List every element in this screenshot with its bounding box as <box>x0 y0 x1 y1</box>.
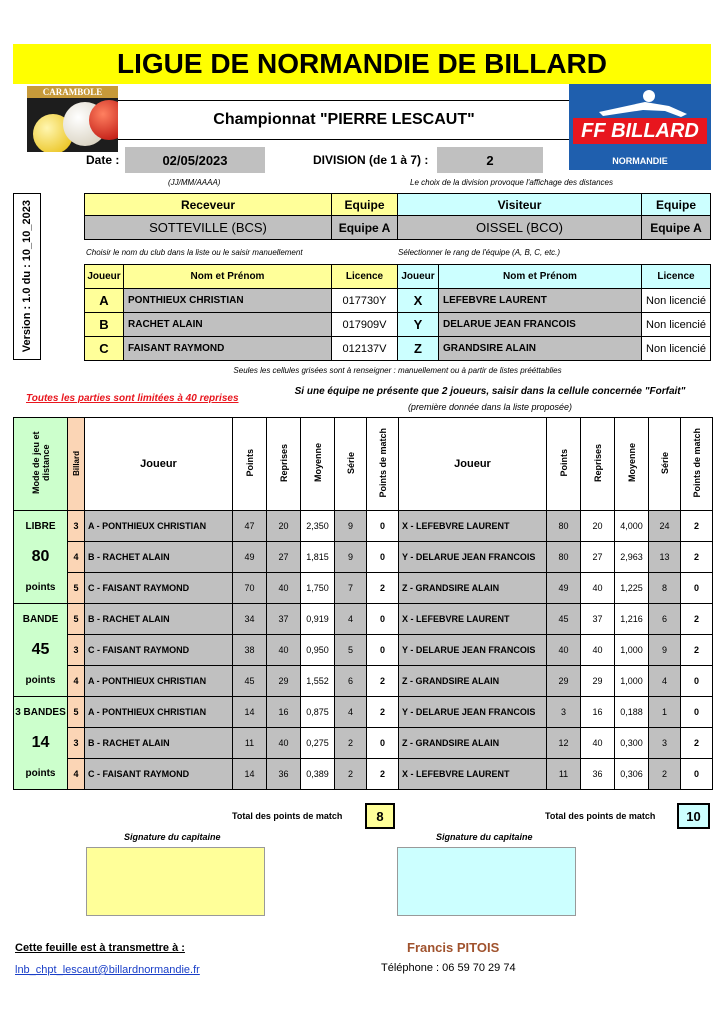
away-player-letter: Y <box>397 312 439 337</box>
home-nom-header: Nom et Prénom <box>123 264 332 289</box>
billard-header-text: Billard <box>71 450 81 476</box>
receveur-equipe-field[interactable]: Equipe A <box>331 215 398 240</box>
home-reprises-cell[interactable]: 37 <box>267 604 301 635</box>
away-serie-header <box>649 418 681 511</box>
result-row <box>14 728 713 759</box>
home-reprises-cell[interactable]: 36 <box>267 759 301 790</box>
home-match-points-cell: 2 <box>367 697 399 728</box>
visiteur-header: Visiteur <box>397 193 642 216</box>
ff-region-text: NORMANDIE <box>612 156 668 166</box>
home-serie-cell[interactable]: 9 <box>335 511 367 542</box>
away-licence-header: Licence <box>641 264 711 289</box>
away-reprises-cell: 27 <box>581 542 615 573</box>
away-moyenne-cell: 1,000 <box>615 666 649 697</box>
away-player-licence[interactable]: Non licencié <box>641 288 711 313</box>
forfait-note: Si une équipe ne présente que 2 joueurs, saisir dans la cellule concernée "Forfait" <box>294 385 686 397</box>
result-row <box>14 604 713 635</box>
away-match-points-cell: 2 <box>681 635 713 666</box>
billard-cell[interactable]: 4 <box>68 542 85 573</box>
away-player-cell[interactable]: X - LEFEBVRE LAURENT <box>399 604 547 635</box>
billard-cell[interactable]: 5 <box>68 697 85 728</box>
home-moyenne-cell: 1,815 <box>301 542 335 573</box>
result-row <box>14 573 713 604</box>
mode-cell: 3 BANDES <box>14 697 68 728</box>
home-match-points-cell: 2 <box>367 573 399 604</box>
away-match-points-cell: 2 <box>681 604 713 635</box>
ff-billard-text: FF BILLARD <box>573 118 707 144</box>
results-table <box>13 417 713 790</box>
away-moyenne-cell: 4,000 <box>615 511 649 542</box>
mode-cell: points <box>14 666 68 697</box>
home-moyenne-cell: 1,552 <box>301 666 335 697</box>
receveur-hint: Choisir le nom du club dans la liste ou le saisir manuellement <box>86 248 303 257</box>
away-reprises-cell: 36 <box>581 759 615 790</box>
result-row <box>14 697 713 728</box>
home-serie-cell[interactable]: 4 <box>335 697 367 728</box>
home-total-value: 8 <box>365 803 395 829</box>
away-reprises-cell: 37 <box>581 604 615 635</box>
home-moyenne-header <box>301 418 335 511</box>
home-player-cell[interactable]: B - RACHET ALAIN <box>85 728 233 759</box>
home-reprises-header-text: Reprises <box>278 443 289 483</box>
mode-cell: 14 <box>14 728 68 759</box>
home-serie-cell[interactable]: 6 <box>335 666 367 697</box>
away-player-name[interactable]: GRANDSIRE ALAIN <box>438 336 642 361</box>
results-body <box>14 511 713 790</box>
home-player-licence[interactable]: 017909V <box>331 312 398 337</box>
away-moyenne-cell: 2,963 <box>615 542 649 573</box>
home-reprises-cell[interactable]: 27 <box>267 542 301 573</box>
away-moyenne-cell: 1,225 <box>615 573 649 604</box>
contact-phone: Téléphone : 06 59 70 29 74 <box>381 962 516 974</box>
home-reprises-cell[interactable]: 16 <box>267 697 301 728</box>
away-joueur-header: Joueur <box>397 264 439 289</box>
mode-cell: LIBRE <box>14 511 68 542</box>
home-serie-cell[interactable]: 2 <box>335 759 367 790</box>
result-row <box>14 635 713 666</box>
home-signature-box[interactable] <box>86 847 265 916</box>
home-match-points-cell: 2 <box>367 759 399 790</box>
receveur-club-field[interactable]: SOTTEVILLE (BCS) <box>84 215 332 240</box>
home-points-cell[interactable]: 45 <box>233 666 267 697</box>
away-player-licence[interactable]: Non licencié <box>641 312 711 337</box>
away-player-cell[interactable]: Z - GRANDSIRE ALAIN <box>399 573 547 604</box>
receveur-header: Receveur <box>84 193 332 216</box>
home-player-cell[interactable]: A - PONTHIEUX CHRISTIAN <box>85 511 233 542</box>
home-serie-cell[interactable]: 7 <box>335 573 367 604</box>
forfait-sub-note: (première donnée dans la liste proposée) <box>407 402 573 412</box>
contact-name: Francis PITOIS <box>407 940 500 955</box>
mode-header <box>14 418 68 511</box>
away-moyenne-cell: 1,216 <box>615 604 649 635</box>
away-moyenne-cell: 0,188 <box>615 697 649 728</box>
away-total-label: Total des points de match <box>545 811 656 821</box>
away-player-letter: Z <box>397 336 439 361</box>
home-points-cell[interactable]: 11 <box>233 728 267 759</box>
away-moyenne-cell: 0,306 <box>615 759 649 790</box>
away-match-points-cell: 2 <box>681 511 713 542</box>
billard-cell[interactable]: 5 <box>68 604 85 635</box>
home-points-cell[interactable]: 70 <box>233 573 267 604</box>
home-points-header-text: Points <box>244 449 255 477</box>
home-serie-cell[interactable]: 2 <box>335 728 367 759</box>
home-player-name[interactable]: PONTHIEUX CHRISTIAN <box>123 288 332 313</box>
transmit-label: Cette feuille est à transmettre à : <box>15 942 185 954</box>
carambole-logo-text: CARAMBOLE <box>27 86 118 98</box>
grey-cells-note: Seules les cellules grisées sont à renseigner : manuellement ou à partir de listes prééttablies <box>233 365 562 375</box>
home-player-cell[interactable]: B - RACHET ALAIN <box>85 542 233 573</box>
away-points-cell[interactable]: 80 <box>547 542 581 573</box>
home-player-letter: B <box>84 312 124 337</box>
championship-title: Championnat "PIERRE LESCAUT" <box>118 100 570 140</box>
mode-cell: 45 <box>14 635 68 666</box>
home-serie-cell[interactable]: 9 <box>335 542 367 573</box>
home-moyenne-cell: 0,275 <box>301 728 335 759</box>
away-match-points-cell: 0 <box>681 666 713 697</box>
away-player-licence[interactable]: Non licencié <box>641 336 711 361</box>
away-points-cell[interactable]: 29 <box>547 666 581 697</box>
away-points-cell[interactable]: 11 <box>547 759 581 790</box>
away-reprises-cell: 20 <box>581 511 615 542</box>
away-serie-cell[interactable]: 3 <box>649 728 681 759</box>
away-match-points-cell: 2 <box>681 542 713 573</box>
away-joueur-col-header: Joueur <box>399 418 547 511</box>
away-pm-header-text: Points de match <box>691 428 702 498</box>
home-reprises-cell[interactable]: 29 <box>267 666 301 697</box>
version-text: Version : 1.0 du : 10_10_2023 <box>21 200 33 353</box>
away-points-cell[interactable]: 49 <box>547 573 581 604</box>
away-player-cell[interactable]: X - LEFEBVRE LAURENT <box>399 759 547 790</box>
away-moyenne-header <box>615 418 649 511</box>
away-moyenne-cell: 0,300 <box>615 728 649 759</box>
result-row <box>14 542 713 573</box>
home-player-cell[interactable]: B - RACHET ALAIN <box>85 604 233 635</box>
home-match-points-cell: 2 <box>367 666 399 697</box>
home-reprises-cell[interactable]: 40 <box>267 573 301 604</box>
limit-note: Toutes les parties sont limitées à 40 reprises <box>26 393 239 404</box>
away-match-points-cell: 0 <box>681 573 713 604</box>
home-pm-header <box>367 418 399 511</box>
away-reprises-cell: 16 <box>581 697 615 728</box>
away-pm-header <box>681 418 713 511</box>
home-player-cell[interactable]: C - FAISANT RAYMOND <box>85 759 233 790</box>
result-row <box>14 666 713 697</box>
away-match-points-cell: 0 <box>681 697 713 728</box>
visiteur-hint: Sélectionner le rang de l'équipe (A, B, C, etc.) <box>398 248 561 257</box>
away-nom-header: Nom et Prénom <box>438 264 642 289</box>
billard-cell[interactable]: 3 <box>68 728 85 759</box>
results-header-row <box>14 418 713 511</box>
away-serie-cell[interactable]: 1 <box>649 697 681 728</box>
away-serie-cell[interactable]: 9 <box>649 635 681 666</box>
mode-cell: points <box>14 573 68 604</box>
home-joueur-col-header: Joueur <box>85 418 233 511</box>
home-reprises-cell[interactable]: 40 <box>267 635 301 666</box>
division-field[interactable]: 2 <box>437 147 543 173</box>
away-reprises-cell: 40 <box>581 728 615 759</box>
home-points-header <box>233 418 267 511</box>
home-serie-header-text: Série <box>345 451 356 475</box>
away-moyenne-header-text: Moyenne <box>626 443 637 483</box>
home-match-points-cell: 0 <box>367 604 399 635</box>
home-player-licence[interactable]: 017730Y <box>331 288 398 313</box>
home-points-cell[interactable]: 14 <box>233 759 267 790</box>
date-label: Date : <box>86 153 120 167</box>
away-player-name[interactable]: LEFEBVRE LAURENT <box>438 288 642 313</box>
receveur-equipe-header: Equipe <box>331 193 398 216</box>
away-player-cell[interactable]: Y - DELARUE JEAN FRANCOIS <box>399 542 547 573</box>
away-signature-label: Signature du capitaine <box>436 832 533 842</box>
home-moyenne-cell: 0,389 <box>301 759 335 790</box>
home-match-points-cell: 0 <box>367 542 399 573</box>
home-points-cell[interactable]: 38 <box>233 635 267 666</box>
away-points-header <box>547 418 581 511</box>
home-player-cell[interactable]: C - FAISANT RAYMOND <box>85 573 233 604</box>
home-points-cell[interactable]: 47 <box>233 511 267 542</box>
home-player-letter: C <box>84 336 124 361</box>
home-moyenne-cell: 0,950 <box>301 635 335 666</box>
away-serie-header-text: Série <box>659 451 670 475</box>
visiteur-equipe-field[interactable]: Equipe A <box>641 215 711 240</box>
billard-cell[interactable]: 4 <box>68 759 85 790</box>
away-serie-cell[interactable]: 8 <box>649 573 681 604</box>
home-pm-header-text: Points de match <box>377 428 388 498</box>
billard-cell[interactable]: 3 <box>68 635 85 666</box>
home-signature-label: Signature du capitaine <box>124 832 221 842</box>
away-reprises-cell: 29 <box>581 666 615 697</box>
away-serie-cell[interactable]: 4 <box>649 666 681 697</box>
billard-header <box>68 418 85 511</box>
away-points-header-text: Points <box>558 449 569 477</box>
home-serie-cell[interactable]: 5 <box>335 635 367 666</box>
home-match-points-cell: 0 <box>367 511 399 542</box>
away-serie-cell[interactable]: 24 <box>649 511 681 542</box>
home-points-cell[interactable]: 49 <box>233 542 267 573</box>
home-moyenne-header-text: Moyenne <box>312 443 323 483</box>
billard-cell[interactable]: 4 <box>68 666 85 697</box>
home-reprises-cell[interactable]: 20 <box>267 511 301 542</box>
home-reprises-cell[interactable]: 40 <box>267 728 301 759</box>
page-title: LIGUE DE NORMANDIE DE BILLARD <box>13 44 711 84</box>
away-player-name[interactable]: DELARUE JEAN FRANCOIS <box>438 312 642 337</box>
home-serie-header <box>335 418 367 511</box>
home-match-points-cell: 0 <box>367 728 399 759</box>
home-player-cell[interactable]: C - FAISANT RAYMOND <box>85 635 233 666</box>
home-match-points-cell: 0 <box>367 635 399 666</box>
result-row <box>14 759 713 790</box>
visiteur-club-field[interactable]: OISSEL (BCO) <box>397 215 642 240</box>
date-field[interactable]: 02/05/2023 <box>125 147 265 173</box>
home-moyenne-cell: 1,750 <box>301 573 335 604</box>
home-moyenne-cell: 0,875 <box>301 697 335 728</box>
away-reprises-header <box>581 418 615 511</box>
mode-header-text: Mode de jeu et distance <box>30 431 51 495</box>
division-label: DIVISION (de 1 à 7) : <box>313 153 429 167</box>
visiteur-equipe-header: Equipe <box>641 193 711 216</box>
home-points-cell[interactable]: 34 <box>233 604 267 635</box>
away-player-cell[interactable]: X - LEFEBVRE LAURENT <box>399 511 547 542</box>
result-row <box>14 511 713 542</box>
home-player-licence[interactable]: 012137V <box>331 336 398 361</box>
away-serie-cell[interactable]: 2 <box>649 759 681 790</box>
away-reprises-header-text: Reprises <box>592 443 603 483</box>
away-points-cell[interactable]: 80 <box>547 511 581 542</box>
home-reprises-header <box>267 418 301 511</box>
date-hint: (JJ/MM/AAAA) <box>168 178 221 187</box>
home-licence-header: Licence <box>331 264 398 289</box>
away-serie-cell[interactable]: 13 <box>649 542 681 573</box>
away-reprises-cell: 40 <box>581 635 615 666</box>
away-points-cell[interactable]: 3 <box>547 697 581 728</box>
away-player-cell[interactable]: Z - GRANDSIRE ALAIN <box>399 728 547 759</box>
home-moyenne-cell: 2,350 <box>301 511 335 542</box>
away-points-cell[interactable]: 12 <box>547 728 581 759</box>
home-total-label: Total des points de match <box>232 811 343 821</box>
division-hint: Le choix de la division provoque l'affichage des distances <box>410 178 613 187</box>
ff-billard-logo <box>569 84 711 170</box>
away-points-cell[interactable]: 40 <box>547 635 581 666</box>
home-player-cell[interactable]: A - PONTHIEUX CHRISTIAN <box>85 666 233 697</box>
home-player-name[interactable]: RACHET ALAIN <box>123 312 332 337</box>
home-moyenne-cell: 0,919 <box>301 604 335 635</box>
home-joueur-header: Joueur <box>84 264 124 289</box>
billard-cell[interactable]: 3 <box>68 511 85 542</box>
away-serie-cell[interactable]: 6 <box>649 604 681 635</box>
home-player-cell[interactable]: A - PONTHIEUX CHRISTIAN <box>85 697 233 728</box>
home-player-name[interactable]: FAISANT RAYMOND <box>123 336 332 361</box>
away-total-value: 10 <box>677 803 710 829</box>
billard-cell[interactable]: 5 <box>68 573 85 604</box>
carambole-logo <box>27 86 118 152</box>
away-points-cell[interactable]: 45 <box>547 604 581 635</box>
mode-cell: BANDE <box>14 604 68 635</box>
home-serie-cell[interactable]: 4 <box>335 604 367 635</box>
home-player-letter: A <box>84 288 124 313</box>
away-match-points-cell: 0 <box>681 759 713 790</box>
mode-cell: 80 <box>14 542 68 573</box>
home-points-cell[interactable]: 14 <box>233 697 267 728</box>
version-box <box>13 193 41 360</box>
mode-cell: points <box>14 759 68 790</box>
away-player-cell[interactable]: Y - DELARUE JEAN FRANCOIS <box>399 635 547 666</box>
away-player-letter: X <box>397 288 439 313</box>
contact-email-link[interactable]: lnb_chpt_lescaut@billardnormandie.fr <box>15 964 200 976</box>
away-signature-box[interactable] <box>397 847 576 916</box>
away-match-points-cell: 2 <box>681 728 713 759</box>
away-player-cell[interactable]: Z - GRANDSIRE ALAIN <box>399 666 547 697</box>
away-moyenne-cell: 1,000 <box>615 635 649 666</box>
away-player-cell[interactable]: Y - DELARUE JEAN FRANCOIS <box>399 697 547 728</box>
away-reprises-cell: 40 <box>581 573 615 604</box>
